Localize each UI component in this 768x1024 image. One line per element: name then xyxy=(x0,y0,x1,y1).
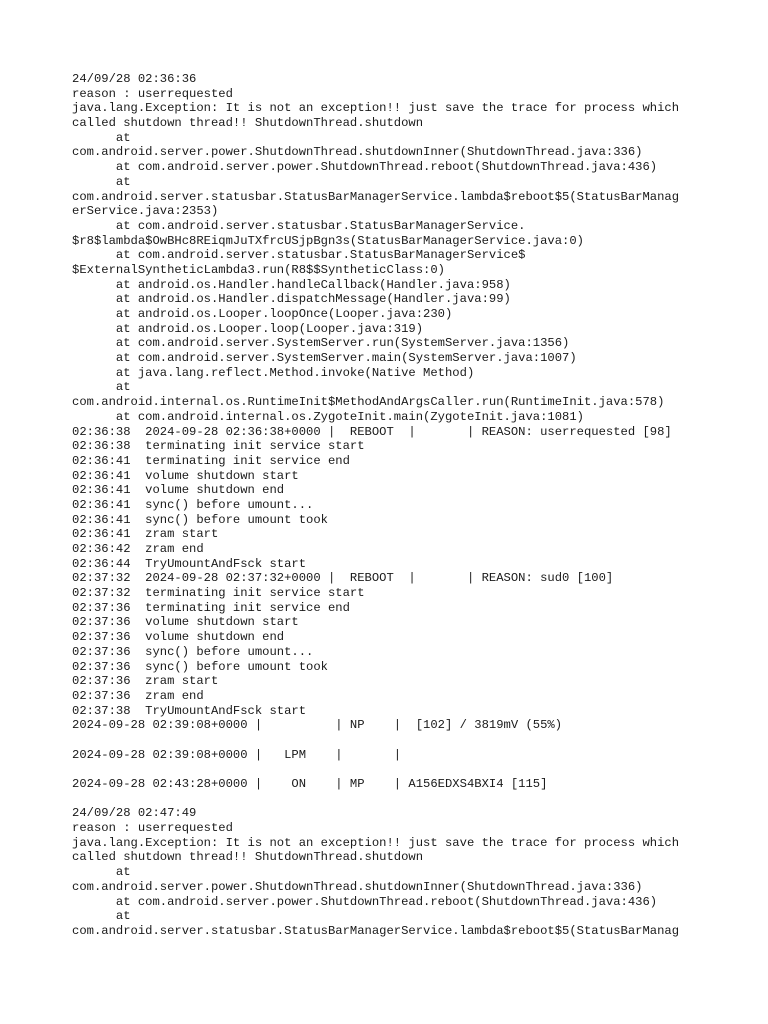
log-line: at xyxy=(72,174,131,189)
log-line: 02:36:44 TryUmountAndFsck start xyxy=(72,556,307,571)
log-line: at android.os.Looper.loopOnce(Looper.java:230) xyxy=(72,307,453,321)
blank-line xyxy=(72,762,704,777)
log-line: 02:37:36 sync() before umount took xyxy=(72,659,328,674)
log-line: java.lang.Exception: It is not an exception!! just save the trace for process which xyxy=(72,101,680,116)
log-line: 02:36:38 terminating init service start xyxy=(72,439,365,454)
blank-line xyxy=(72,733,704,748)
log-line: 02:37:36 volume shutdown end xyxy=(72,630,285,645)
log-line: at android.os.Handler.dispatchMessage(Handler.java:99) xyxy=(72,292,511,307)
log-line: at com.android.server.statusbar.StatusBarManagerService$ xyxy=(72,248,526,263)
log-line: 02:37:36 terminating init service end xyxy=(72,600,350,615)
log-line: java.lang.Exception: It is not an exception!! just save the trace for process which xyxy=(72,835,680,850)
log-line: com.android.internal.os.RuntimeInit$MethodAndArgsCaller.run(RuntimeInit.java:578) xyxy=(72,395,665,410)
log-line: reason : userrequested xyxy=(72,821,233,836)
log-line: com.android.server.power.ShutdownThread.shutdownInner(ShutdownThread.java:336) xyxy=(72,879,643,894)
log-line: 02:36:41 sync() before umount... xyxy=(72,497,314,512)
log-line: 02:37:36 sync() before umount... xyxy=(72,644,314,659)
log-line: $r8$lambda$OwBHc8REiqmJuTXfrcUSjpBgn3s(StatusBarManagerService.java:0) xyxy=(72,233,584,248)
log-line: com.android.server.statusbar.StatusBarManagerService.lambda$reboot$5(StatusBarManag xyxy=(72,189,680,204)
log-line: 02:37:36 volume shutdown start xyxy=(72,615,299,630)
log-line: erService.java:2353) xyxy=(72,204,219,219)
log-line: 02:36:42 zram end xyxy=(72,542,204,556)
log-line: at com.android.server.statusbar.StatusBarManagerService. xyxy=(72,218,526,233)
log-line: reason : userrequested xyxy=(72,86,233,101)
log-line: at android.os.Looper.loop(Looper.java:319) xyxy=(72,321,424,336)
log-line: called shutdown thread!! ShutdownThread.shutdown xyxy=(72,850,424,865)
log-line: 2024-09-28 02:39:08+0000 | LPM | | xyxy=(72,747,402,762)
log-line: 02:37:36 zram end xyxy=(72,688,204,703)
log-line: at com.android.server.SystemServer.run(SystemServer.java:1356) xyxy=(72,336,570,351)
log-line: 02:37:36 zram start xyxy=(72,674,219,689)
log-line: 2024-09-28 02:39:08+0000 | | NP | [102] / 3819mV (55%) xyxy=(72,718,563,733)
log-line: at xyxy=(72,909,131,924)
log-line: 02:37:32 2024-09-28 02:37:32+0000 | REBOOT | | REASON: sud0 [100] xyxy=(72,571,614,586)
log-line: 02:36:41 sync() before umount took xyxy=(72,512,328,527)
log-line: 02:37:32 terminating init service start xyxy=(72,586,365,601)
log-line: at com.android.server.power.ShutdownThread.reboot(ShutdownThread.java:436) xyxy=(72,894,658,909)
log-line: 24/09/28 02:47:49 xyxy=(72,806,197,821)
log-line: $ExternalSyntheticLambda3.run(R8$$SyntheticClass:0) xyxy=(72,262,445,277)
log-line: called shutdown thread!! ShutdownThread.shutdown xyxy=(72,116,424,131)
log-line: at com.android.internal.os.ZygoteInit.main(ZygoteInit.java:1081) xyxy=(72,409,584,424)
log-line: 02:36:41 volume shutdown end xyxy=(72,483,285,498)
log-line: 2024-09-28 02:43:28+0000 | ON | MP | A156EDXS4BXI4 [115] xyxy=(72,777,548,791)
blank-line xyxy=(72,792,704,807)
log-line: com.android.server.power.ShutdownThread.shutdownInner(ShutdownThread.java:336) xyxy=(72,145,643,160)
log-line: com.android.server.statusbar.StatusBarManagerService.lambda$reboot$5(StatusBarManag xyxy=(72,923,680,938)
log-line: at android.os.Handler.handleCallback(Handler.java:958) xyxy=(72,277,511,292)
log-text-block xyxy=(72,72,704,939)
log-line: at xyxy=(72,865,131,880)
log-line: at java.lang.reflect.Method.invoke(Native Method) xyxy=(72,365,475,380)
log-line: at com.android.server.power.ShutdownThread.reboot(ShutdownThread.java:436) xyxy=(72,160,658,175)
log-line: 02:36:41 terminating init service end xyxy=(72,453,350,468)
log-line: 24/09/28 02:36:36 xyxy=(72,72,197,86)
log-line: 02:36:41 zram start xyxy=(72,527,219,542)
log-line: at xyxy=(72,380,131,395)
log-line: at com.android.server.SystemServer.main(SystemServer.java:1007) xyxy=(72,351,577,366)
log-line: at xyxy=(72,130,131,145)
log-line: 02:36:41 volume shutdown start xyxy=(72,468,299,483)
log-line: 02:36:38 2024-09-28 02:36:38+0000 | REBOOT | | REASON: userrequested [98] xyxy=(72,424,672,439)
log-line: 02:37:38 TryUmountAndFsck start xyxy=(72,703,307,718)
